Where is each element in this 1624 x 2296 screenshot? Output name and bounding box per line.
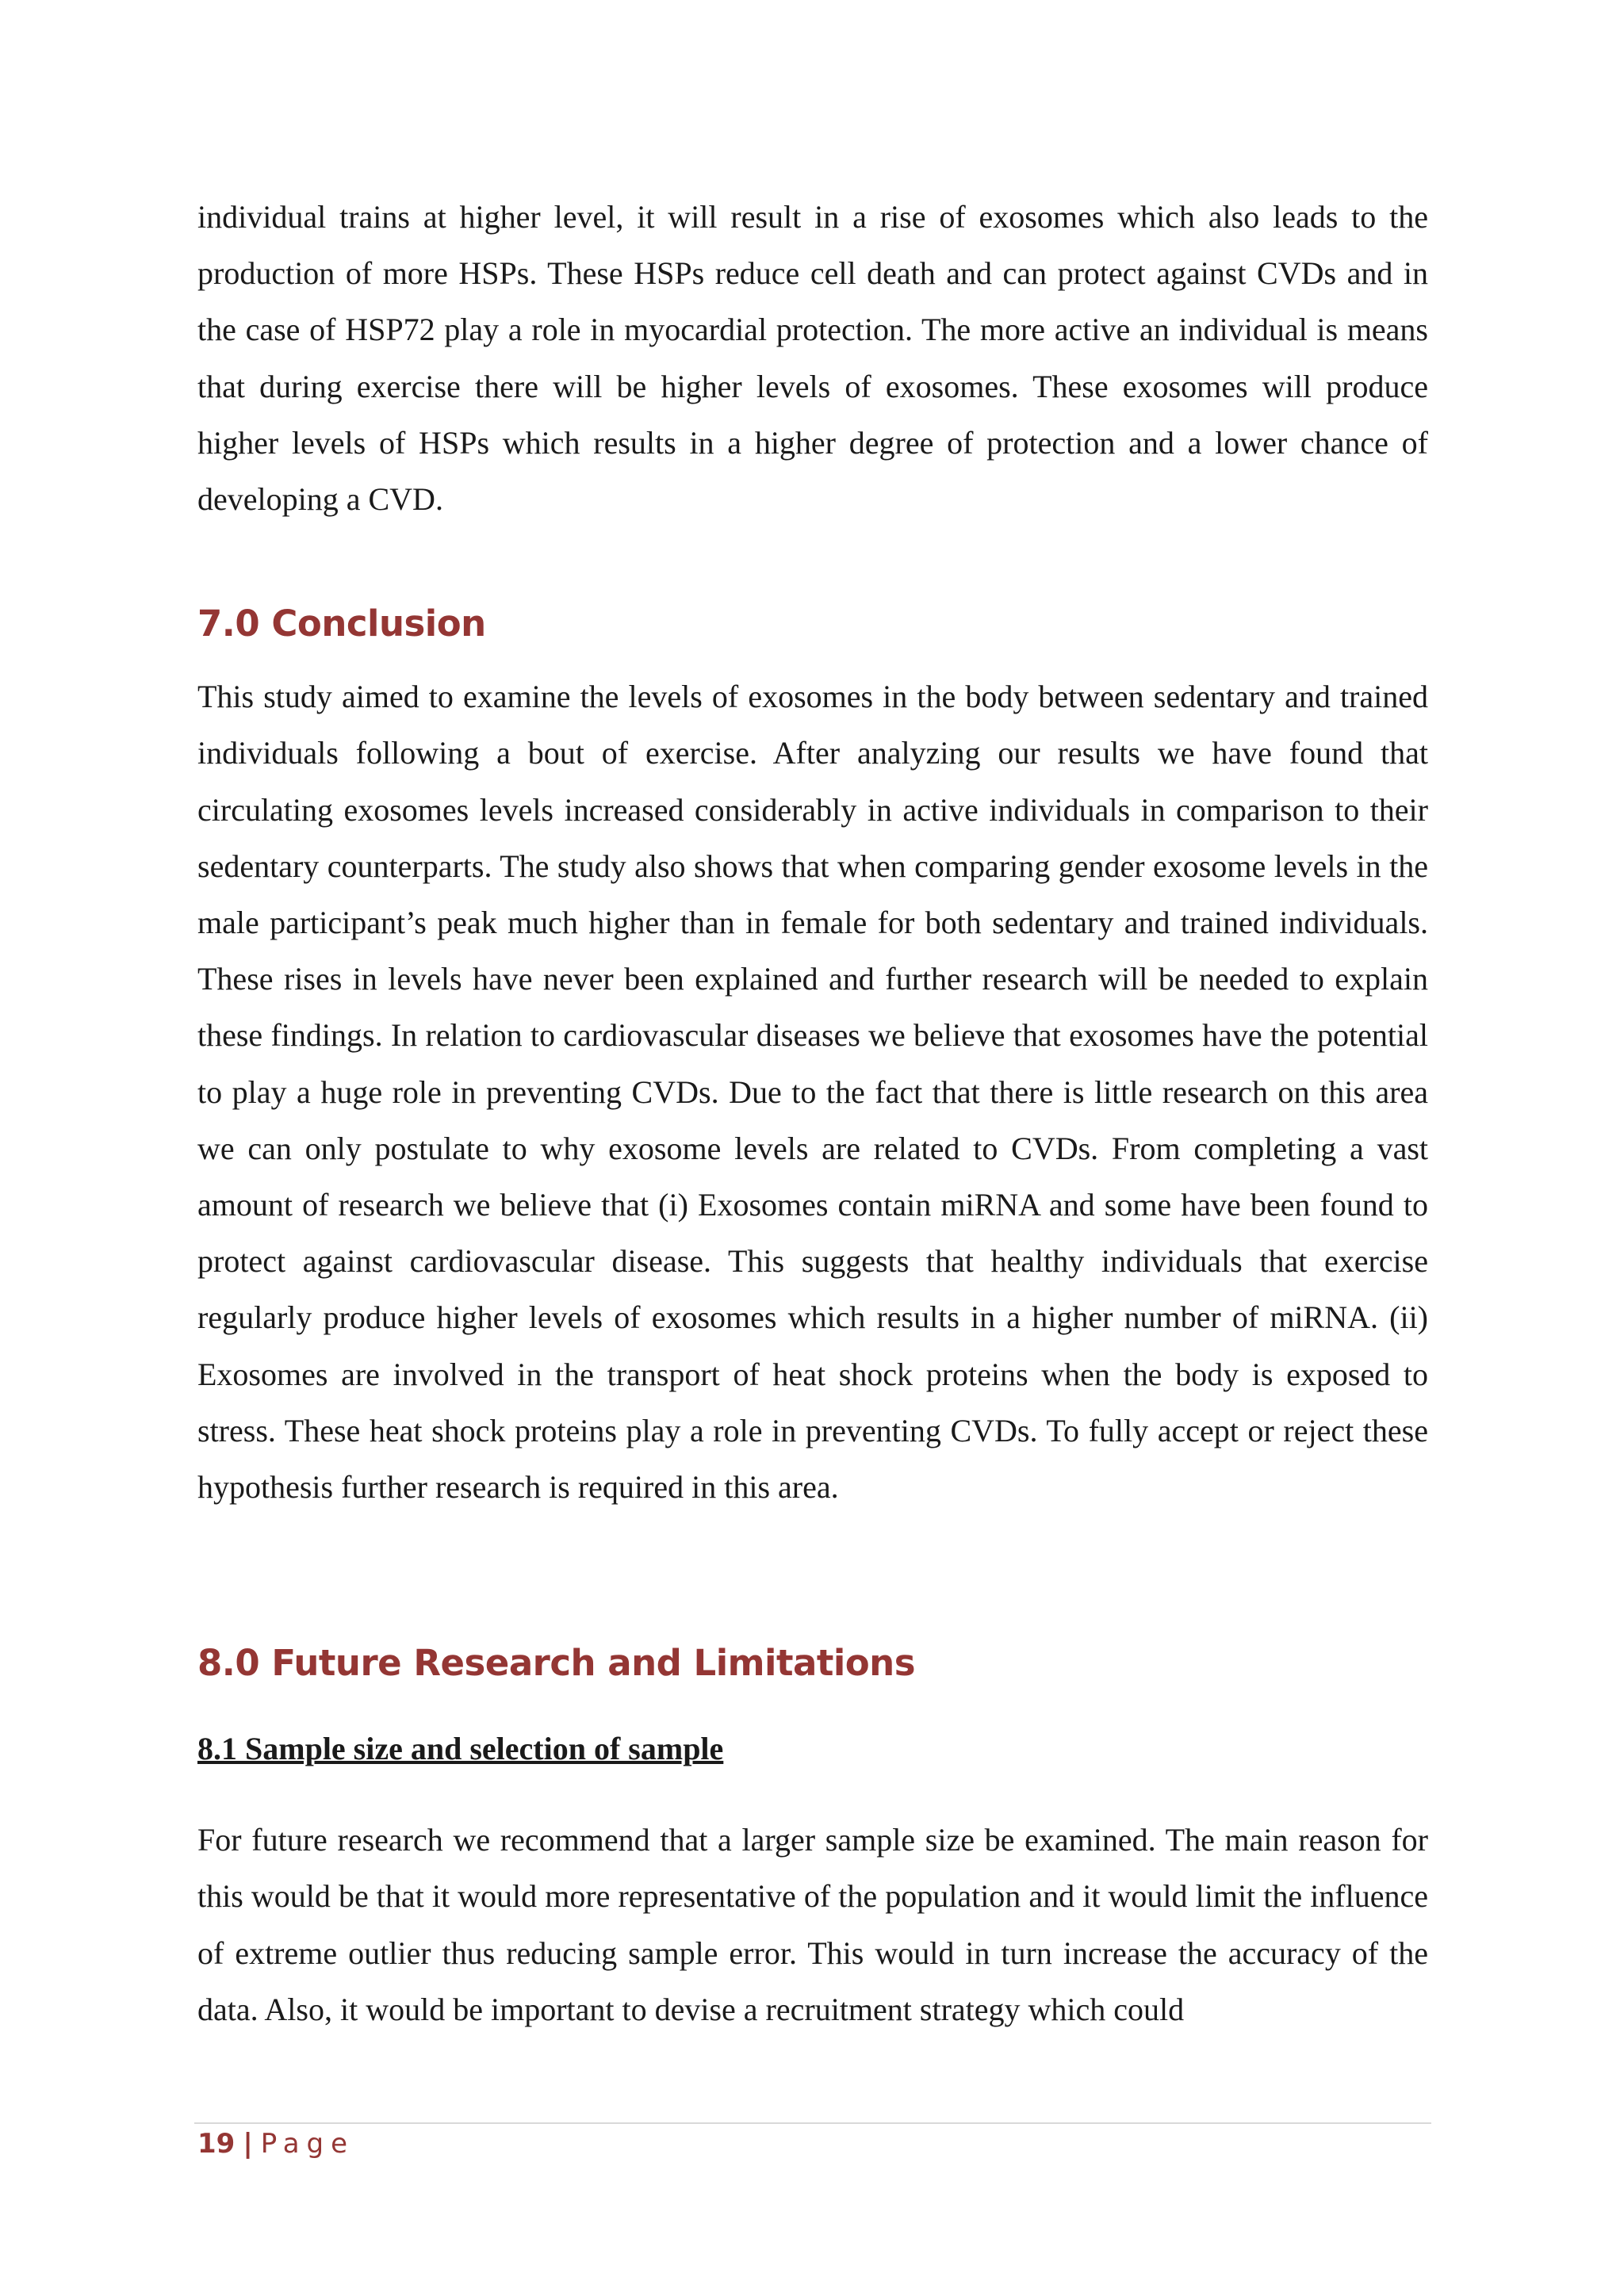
footer-separator: | [243,2128,253,2160]
page-label: Page [260,2128,355,2160]
conclusion-paragraph: This study aimed to examine the levels of exosomes in the body between sedentary and trained individuals following a bout of exercise. After analyzing our results we have found that circulating exosomes levels increased considerably in active individuals in comparison to their sedentary counterparts. The study also shows that when comparing gender exosome levels in the male participant’s peak much higher than in female for both sedentary and trained individuals. These rises in levels have never been explained and further research will be needed to explain these findings. In relation to cardiovascular diseases we believe that exosomes have the potential to play a huge role in preventing CVDs. Due to the fact that there is little research on this area we can only postulate to why exosome levels are related to CVDs. From completing a vast amount of research we believe that (i) Exosomes contain miRNA and some have been found to protect against cardiovascular disease. This suggests that healthy individuals that exercise regularly produce higher levels of exosomes which results in a higher number of miRNA. (ii) Exosomes are involved in the transport of heat shock proteins when the body is exposed to stress. These heat shock proteins play a role in preventing CVDs. To fully accept or reject these hypothesis further research is required in this area. [197,679,1428,1506]
sample-size-paragraph: For future research we recommend that a larger sample size be examined. The main reason for this would be that it would more representative of the population and it would limit the influence of extreme outlier thus reducing sample error. This would in turn increase the accuracy of the data. Also, it would be important to devise a recruitment strategy which could [197,1822,1428,2027]
sample-size-subheading: 8.1 Sample size and selection of sample [197,1731,724,1767]
intro-paragraph: individual trains at higher level, it will result in a rise of exosomes which also leads to the production of more HSPs. These HSPs reduce cell death and can protect against CVDs and in the case of HSP72 play a role in myocardial protection. The more active an individual is means that during exercise there will be higher levels of exosomes. These exosomes will produce higher levels of HSPs which results in a higher degree of protection and a lower chance of developing a CVD. [197,199,1428,518]
page-body [197,189,1428,2038]
page-footer [197,2128,354,2160]
footer-divider [194,2122,1431,2124]
page-number: 19 [197,2128,236,2160]
conclusion-heading: 7.0 Conclusion [197,603,486,645]
future-research-heading: 8.0 Future Research and Limitations [197,1642,915,1685]
